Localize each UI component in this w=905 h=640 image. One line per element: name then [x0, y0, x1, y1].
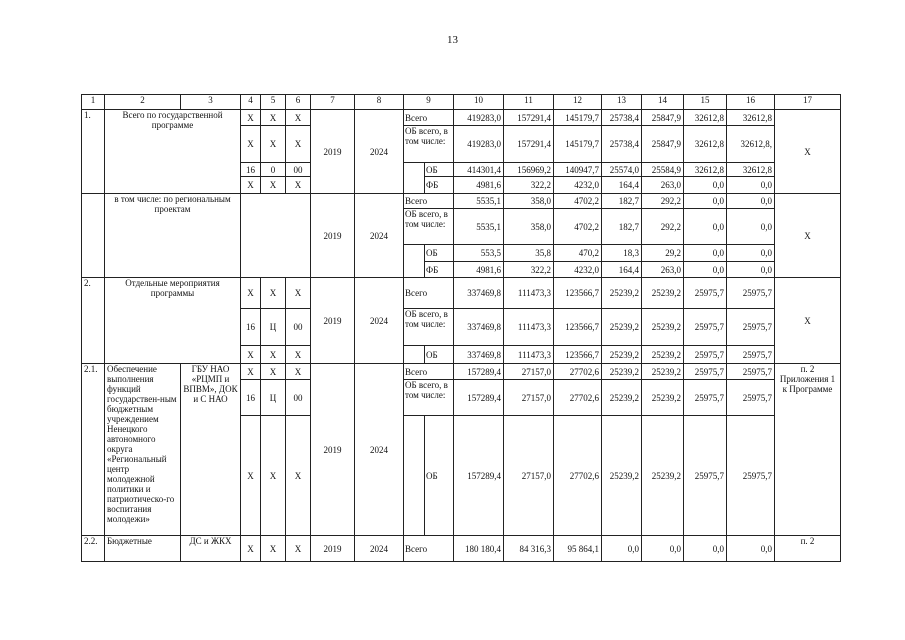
value-cell: 322,2	[504, 177, 554, 194]
table-row	[82, 194, 841, 209]
value-cell: 157289,4	[454, 380, 504, 416]
value-cell: 263,0	[642, 262, 684, 278]
value-cell: 27702,6	[554, 364, 602, 380]
value-cell: 263,0	[642, 177, 684, 194]
program-finance-table	[81, 94, 841, 562]
value-cell: 337469,8	[454, 278, 504, 309]
source-label: Всего	[404, 110, 454, 126]
value-cell: 27157,0	[504, 380, 554, 416]
note-cell: п. 2 Приложения 1 к Программе	[775, 364, 841, 536]
row-title: в том числе: по региональным проектам	[105, 194, 241, 278]
value-cell: 419283,0	[454, 110, 504, 126]
code-cell: Х	[241, 110, 261, 126]
value-cell: 32612,8	[727, 110, 775, 126]
spacer-cell	[404, 416, 425, 536]
end-year: 2024	[355, 194, 404, 278]
value-cell: 0,0	[727, 262, 775, 278]
value-cell: 145179,7	[554, 126, 602, 163]
value-cell: 84 316,3	[504, 536, 554, 562]
value-cell: 0,0	[684, 536, 727, 562]
start-year: 2019	[311, 536, 355, 562]
code-cell: Х	[241, 278, 261, 309]
code-cell: Х	[261, 177, 286, 194]
code-cell: 16	[241, 163, 261, 177]
page-number: 13	[447, 34, 458, 46]
header-row	[82, 95, 841, 110]
value-cell: 140947,7	[554, 163, 602, 177]
value-cell: 111473,3	[504, 278, 554, 309]
value-cell: 25239,2	[642, 309, 684, 346]
value-cell: 157291,4	[504, 126, 554, 163]
value-cell: 27702,6	[554, 416, 602, 536]
code-cell: Х	[261, 278, 286, 309]
header-cell: 11	[504, 95, 554, 110]
header-cell: 12	[554, 95, 602, 110]
value-cell: 25239,2	[642, 380, 684, 416]
value-cell: 123566,7	[554, 309, 602, 346]
value-cell: 25239,2	[602, 416, 642, 536]
code-cell: Х	[261, 536, 286, 562]
end-year: 2024	[355, 536, 404, 562]
value-cell: 337469,8	[454, 309, 504, 346]
code-cell: Х	[261, 346, 286, 364]
value-cell: 111473,3	[504, 309, 554, 346]
value-cell: 358,0	[504, 194, 554, 209]
executor-cell: ДС и ЖКХ	[181, 536, 241, 562]
value-cell: 156969,2	[504, 163, 554, 177]
value-cell: 419283,0	[454, 126, 504, 163]
code-cell: Х	[241, 346, 261, 364]
value-cell: 0,0	[684, 245, 727, 262]
value-cell: 4702,2	[554, 194, 602, 209]
value-cell: 25239,2	[642, 346, 684, 364]
value-cell: 145179,7	[554, 110, 602, 126]
value-cell: 157289,4	[454, 416, 504, 536]
code-cell: Х	[286, 346, 311, 364]
value-cell: 0,0	[727, 209, 775, 245]
value-cell: 5535,1	[454, 194, 504, 209]
value-cell: 157291,4	[504, 110, 554, 126]
value-cell: 164,4	[602, 177, 642, 194]
header-cell: 13	[602, 95, 642, 110]
code-cell: Ц	[261, 309, 286, 346]
value-cell: 322,2	[504, 262, 554, 278]
code-cell: Х	[286, 126, 311, 163]
note-cell: Х	[775, 278, 841, 364]
spacer-cell	[404, 245, 425, 278]
value-cell: 414301,4	[454, 163, 504, 177]
note-cell: Х	[775, 194, 841, 278]
value-cell: 25239,2	[602, 364, 642, 380]
value-cell: 25584,9	[642, 163, 684, 177]
source-label: ОБ	[425, 346, 454, 364]
value-cell: 0,0	[727, 536, 775, 562]
value-cell: 25239,2	[602, 346, 642, 364]
spacer-cell	[404, 346, 425, 364]
value-cell: 25975,7	[727, 380, 775, 416]
code-cell: Х	[286, 110, 311, 126]
code-cell: Ц	[261, 380, 286, 416]
value-cell: 27702,6	[554, 380, 602, 416]
value-cell: 553,5	[454, 245, 504, 262]
source-label: ОБ	[425, 416, 454, 536]
value-cell: 25975,7	[684, 380, 727, 416]
value-cell: 0,0	[684, 177, 727, 194]
header-cell: 16	[727, 95, 775, 110]
table-row	[82, 110, 841, 126]
row-title: Бюджетные	[105, 536, 181, 562]
source-label: Всего	[404, 536, 454, 562]
value-cell: 0,0	[642, 536, 684, 562]
code-cell: 00	[286, 309, 311, 346]
value-cell: 182,7	[602, 194, 642, 209]
value-cell: 25239,2	[602, 380, 642, 416]
value-cell: 4232,0	[554, 177, 602, 194]
spacer-cell	[404, 163, 425, 194]
value-cell: 0,0	[727, 245, 775, 262]
value-cell: 25847,9	[642, 126, 684, 163]
start-year: 2019	[311, 194, 355, 278]
source-label: ОБ всего, в том числе:	[404, 126, 454, 163]
value-cell: 18,3	[602, 245, 642, 262]
code-cell: Х	[241, 177, 261, 194]
header-cell: 5	[261, 95, 286, 110]
end-year: 2024	[355, 110, 404, 194]
value-cell: 0,0	[727, 194, 775, 209]
value-cell: 0,0	[684, 209, 727, 245]
value-cell: 182,7	[602, 209, 642, 245]
header-cell: 6	[286, 95, 311, 110]
header-cell: 3	[181, 95, 241, 110]
value-cell: 337469,8	[454, 346, 504, 364]
value-cell: 123566,7	[554, 346, 602, 364]
row-title: Обеспечение выполнения функций государствен-ным бюджетным учреждением Ненецкого автономного округа «Региональный центр молодежной политики и патриотическо-го воспитания молодежи»	[105, 364, 181, 536]
code-cell: Х	[261, 416, 286, 536]
code-cell: Х	[241, 364, 261, 380]
header-cell: 17	[775, 95, 841, 110]
value-cell: 292,2	[642, 209, 684, 245]
start-year: 2019	[311, 110, 355, 194]
row-number: 2.1.	[82, 364, 105, 536]
code-cell: Х	[261, 110, 286, 126]
value-cell: 25975,7	[727, 346, 775, 364]
value-cell: 4981,6	[454, 177, 504, 194]
value-cell: 25738,4	[602, 110, 642, 126]
code-cell: Х	[286, 278, 311, 309]
value-cell: 25574,0	[602, 163, 642, 177]
executor-cell: ГБУ НАО «РЦМП и ВПВМ», ДОК и С НАО	[181, 364, 241, 536]
value-cell: 32612,8	[727, 163, 775, 177]
row-title: Отдельные мероприятия программы	[105, 278, 241, 364]
value-cell: 0,0	[684, 194, 727, 209]
value-cell: 25239,2	[602, 309, 642, 346]
value-cell: 123566,7	[554, 278, 602, 309]
value-cell: 157289,4	[454, 364, 504, 380]
header-cell: 10	[454, 95, 504, 110]
header-cell: 1	[82, 95, 105, 110]
value-cell: 25975,7	[727, 309, 775, 346]
value-cell: 25975,7	[727, 364, 775, 380]
code-cell: Х	[286, 177, 311, 194]
source-label: ОБ всего, в том числе:	[404, 309, 454, 346]
table-row	[82, 536, 841, 562]
row-number: 2.2.	[82, 536, 105, 562]
header-cell: 8	[355, 95, 404, 110]
value-cell: 164,4	[602, 262, 642, 278]
value-cell: 27157,0	[504, 416, 554, 536]
source-label: ОБ всего, в том числе:	[404, 209, 454, 245]
code-cell: 00	[286, 380, 311, 416]
table-row	[82, 278, 841, 309]
source-label: Всего	[404, 194, 454, 209]
source-label: Всего	[404, 278, 454, 309]
source-label: ОБ	[425, 163, 454, 177]
value-cell: 32612,8	[684, 110, 727, 126]
code-cell: Х	[286, 364, 311, 380]
value-cell: 25847,9	[642, 110, 684, 126]
code-cell: Х	[286, 416, 311, 536]
code-cell	[241, 194, 311, 278]
code-cell: Х	[261, 364, 286, 380]
value-cell: 25975,7	[684, 364, 727, 380]
value-cell: 27157,0	[504, 364, 554, 380]
value-cell: 0,0	[602, 536, 642, 562]
value-cell: 25975,7	[727, 278, 775, 309]
source-label: ОБ всего, в том числе:	[404, 380, 454, 416]
end-year: 2024	[355, 364, 404, 536]
header-cell: 9	[404, 95, 454, 110]
code-cell: Х	[286, 536, 311, 562]
code-cell: Х	[261, 126, 286, 163]
value-cell: 4232,0	[554, 262, 602, 278]
note-cell: п. 2	[775, 536, 841, 562]
table-row	[82, 364, 841, 380]
row-number: 1.	[82, 110, 105, 194]
row-number: 2.	[82, 278, 105, 364]
header-cell: 2	[105, 95, 181, 110]
code-cell: 00	[286, 163, 311, 177]
note-cell: Х	[775, 110, 841, 194]
end-year: 2024	[355, 278, 404, 364]
value-cell: 29,2	[642, 245, 684, 262]
value-cell: 25975,7	[684, 346, 727, 364]
row-title: Всего по государственной программе	[105, 110, 241, 194]
code-cell: 16	[241, 309, 261, 346]
code-cell: 0	[261, 163, 286, 177]
header-cell: 7	[311, 95, 355, 110]
header-cell: 15	[684, 95, 727, 110]
source-label: ОБ	[425, 245, 454, 262]
value-cell: 25239,2	[642, 364, 684, 380]
value-cell: 111473,3	[504, 346, 554, 364]
value-cell: 4702,2	[554, 209, 602, 245]
code-cell: Х	[241, 126, 261, 163]
value-cell: 292,2	[642, 194, 684, 209]
value-cell: 25239,2	[602, 278, 642, 309]
value-cell: 25975,7	[727, 416, 775, 536]
value-cell: 5535,1	[454, 209, 504, 245]
value-cell: 25738,4	[602, 126, 642, 163]
source-label: ФБ	[425, 262, 454, 278]
start-year: 2019	[311, 364, 355, 536]
value-cell: 0,0	[684, 262, 727, 278]
value-cell: 25975,7	[684, 309, 727, 346]
value-cell: 25975,7	[684, 278, 727, 309]
row-number	[82, 194, 105, 278]
value-cell: 358,0	[504, 209, 554, 245]
header-cell: 14	[642, 95, 684, 110]
code-cell: 16	[241, 380, 261, 416]
value-cell: 95 864,1	[554, 536, 602, 562]
value-cell: 32612,8	[684, 126, 727, 163]
source-label: ФБ	[425, 177, 454, 194]
value-cell: 25975,7	[684, 416, 727, 536]
value-cell: 470,2	[554, 245, 602, 262]
source-label: Всего	[404, 364, 454, 380]
value-cell: 35,8	[504, 245, 554, 262]
value-cell: 32612,8,	[727, 126, 775, 163]
value-cell: 32612,8	[684, 163, 727, 177]
value-cell: 25239,2	[642, 416, 684, 536]
value-cell: 25239,2	[642, 278, 684, 309]
header-cell: 4	[241, 95, 261, 110]
value-cell: 180 180,4	[454, 536, 504, 562]
start-year: 2019	[311, 278, 355, 364]
code-cell: Х	[241, 416, 261, 536]
value-cell: 0,0	[727, 177, 775, 194]
code-cell: Х	[241, 536, 261, 562]
value-cell: 4981,6	[454, 262, 504, 278]
